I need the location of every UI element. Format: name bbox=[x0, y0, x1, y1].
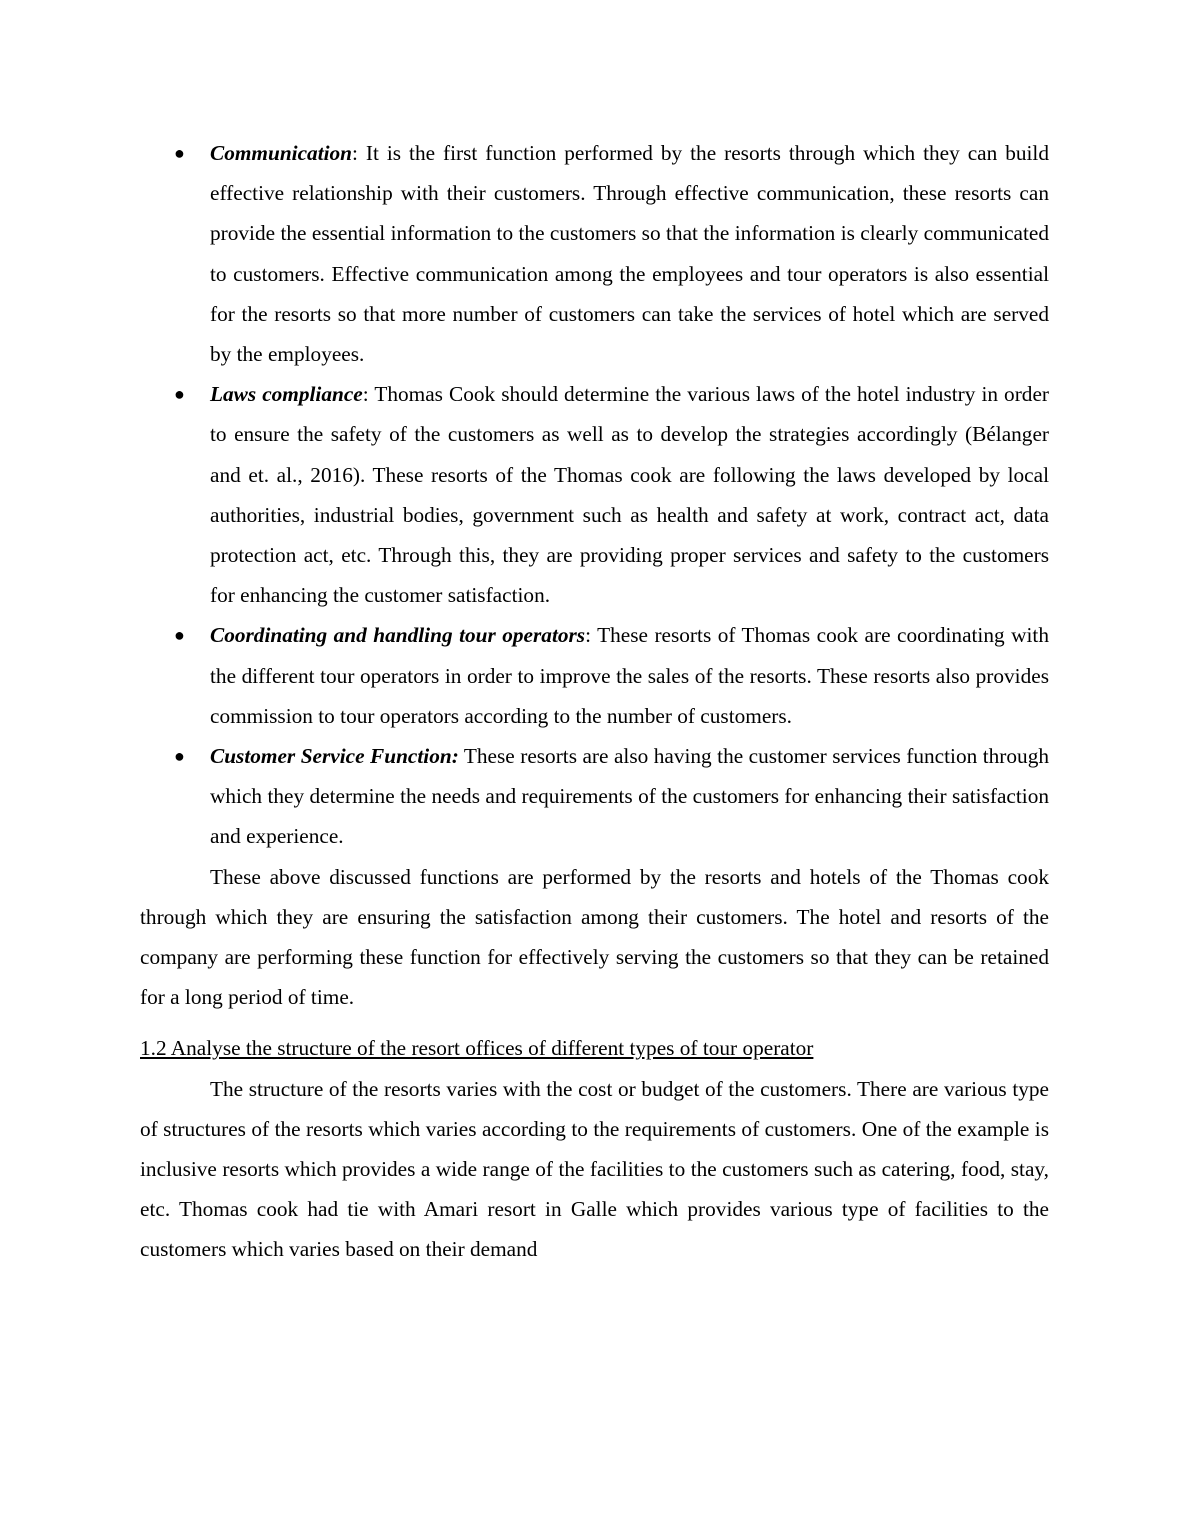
section-heading: 1.2 Analyse the structure of the resort offices of different types of tour operator bbox=[140, 1036, 814, 1061]
function-description: These resorts are also having the customer services function through which they determine the needs and requirements of the customers for enhancing their satisfaction and experience. bbox=[210, 744, 1049, 849]
function-term: Coordinating and handling tour operators bbox=[210, 623, 586, 648]
term-separator: : bbox=[362, 382, 369, 407]
bullet-icon: ● bbox=[174, 746, 185, 767]
function-description: These resorts of Thomas cook are coordinating with the different tour operators in order to improve the sales of the resorts. These resorts also provides commission to tour operators according to the number of customers. bbox=[210, 623, 1049, 728]
term-separator: : bbox=[585, 623, 592, 648]
function-term: Customer Service Function: bbox=[210, 744, 459, 769]
structure-paragraph: The structure of the resorts varies with the cost or budget of the customers. There are various type of structures of the resorts which varies according to the requirements of customers. One of the example is inclusive resorts which provides a wide range of the facilities to the customers such as catering, food, stay, etc. Thomas cook had tie with Amari resort in Galle which provides various type of facilities to the customers which varies based on their demand bbox=[140, 1076, 1049, 1262]
function-description: It is the first function performed by the resorts through which they can build effective relationship with their customers. Through effective communication, these resorts can provide the essential information to the customers so that the information is clearly communicated to customers. Effective communication among the employees and tour operators is also essential for the resorts so that more number of customers can take the services of hotel which are served by the employees. bbox=[210, 141, 1049, 367]
list-item bbox=[140, 133, 1049, 374]
function-term: Laws compliance bbox=[210, 382, 363, 407]
function-description: Thomas Cook should determine the various laws of the hotel industry in order to ensure the safety of the customers as well as to develop the strategies accordingly (Bélanger and et. al., 2016). These resorts of the Thomas cook are following the laws developed by local authorities, industrial bodies, government such as health and safety at work, contract act, data protection act, etc. Through this, they are providing proper services and safety to the customers for enhancing the customer satisfaction. bbox=[210, 382, 1049, 608]
resort-functions-list bbox=[140, 133, 1049, 857]
summary-paragraph: These above discussed functions are performed by the resorts and hotels of the Thomas cook through which they are ensuring the satisfaction among their customers. The hotel and resorts of the company are performing these function for effectively serving the customers so that they can be retained for a long period of time. bbox=[140, 864, 1049, 1010]
bullet-icon: ● bbox=[174, 143, 185, 163]
bullet-icon: ● bbox=[174, 384, 185, 405]
list-item bbox=[140, 374, 1049, 615]
function-term: Communication bbox=[210, 141, 353, 165]
bullet-icon: ● bbox=[174, 625, 185, 646]
document-page bbox=[140, 133, 1049, 1270]
list-item bbox=[140, 736, 1049, 857]
term-separator: : bbox=[352, 141, 358, 165]
list-item bbox=[140, 615, 1049, 736]
